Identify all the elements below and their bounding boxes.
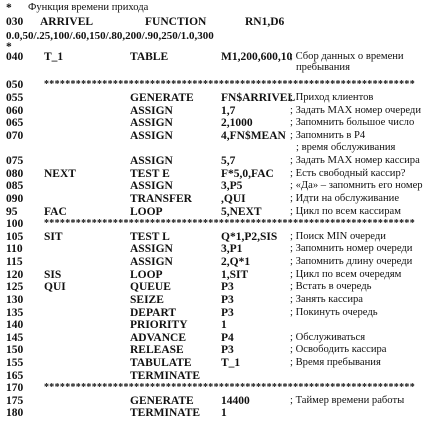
- line-comment: ; Запомнить большое число: [290, 117, 415, 128]
- program-line: [0, 242, 437, 256]
- block-operands: FN$ARRIVEL: [221, 92, 296, 104]
- line-comment: ; Задать MAX номер очереди: [290, 105, 421, 116]
- program-line: [0, 381, 437, 395]
- block-operator: TRANSFER: [130, 193, 192, 205]
- line-number: 070: [6, 130, 24, 142]
- line-comment: ; Сбор данных о времени: [290, 51, 404, 62]
- block-operator: TERMINATE: [130, 407, 201, 419]
- function-points: 0.0,50/.25,100/.60,150/.80,200/.90,250/1.0,300: [6, 30, 214, 42]
- line-comment: ; Таймер времени работы: [290, 395, 405, 406]
- line-comment: ; Поиск MIN очереди: [290, 231, 386, 242]
- function-title-comment: Функция времени прихода: [28, 2, 149, 13]
- line-comment: ; Приход клиентов: [290, 92, 374, 103]
- line-comment: ; Запомнить номер очереди: [290, 243, 413, 254]
- line-comment: ; Запомнить в P4: [290, 130, 366, 141]
- block-operator: RELEASE: [130, 344, 184, 356]
- block-operator: TEST L: [130, 231, 170, 243]
- block-operator: LOOP: [130, 269, 163, 281]
- line-number: 175: [6, 395, 24, 407]
- block-operator: ASSIGN: [130, 256, 173, 268]
- line-number: 140: [6, 319, 24, 331]
- block-operator: LOOP: [130, 206, 163, 218]
- program-line: [0, 154, 437, 168]
- block-operator: ASSIGN: [130, 180, 173, 192]
- line-number: 115: [6, 256, 23, 268]
- block-operands: 2,1000: [221, 117, 253, 129]
- block-operator: ASSIGN: [130, 243, 173, 255]
- block-operator: PRIORITY: [130, 319, 188, 331]
- line-number: 075: [6, 155, 24, 167]
- block-operands: 2,Q*1: [221, 256, 251, 268]
- block-operands: P3: [221, 307, 234, 319]
- block-operator: TERMINATE: [130, 370, 201, 382]
- line-comment: ; Обслуживаться: [290, 332, 366, 343]
- line-comment: ; Задать MAX номер кассира: [290, 155, 420, 166]
- line-comment: ; Идти на обслуживание: [290, 193, 400, 204]
- block-operator: ASSIGN: [130, 155, 173, 167]
- block-operator: DEPART: [130, 307, 177, 319]
- block-operator: ASSIGN: [130, 105, 173, 117]
- block-operator: GENERATE: [130, 395, 194, 407]
- header-line-1: [0, 1, 437, 15]
- block-operands: P3: [221, 344, 234, 356]
- block-operator: TABULATE: [130, 357, 192, 369]
- block-operands: P4: [221, 332, 234, 344]
- block-operands: P3: [221, 294, 234, 306]
- function-definition-line: [0, 15, 437, 29]
- line-comment: ; Освободить кассира: [290, 344, 387, 355]
- line-number: 060: [6, 105, 24, 117]
- program-line: [0, 356, 437, 370]
- line-number: 170: [6, 382, 24, 394]
- line-number: 150: [6, 344, 24, 356]
- line-comment: ; Встать в очередь: [290, 281, 372, 292]
- line-number: 100: [6, 218, 24, 230]
- block-operator: QUEUE: [130, 281, 171, 293]
- block-operands: F*5,0,FAC: [221, 168, 274, 180]
- statement-label: SIS: [44, 269, 62, 281]
- line-number: 145: [6, 332, 24, 344]
- line-number: 055: [6, 92, 24, 104]
- line-number: 95: [6, 206, 18, 218]
- line-number: 155: [6, 357, 24, 369]
- line-comment: ; Запомнить длину очереди: [290, 256, 413, 267]
- line-number: 080: [6, 168, 24, 180]
- program-line: [0, 141, 437, 155]
- line-number: 090: [6, 193, 24, 205]
- block-operands: M1,200,600,10: [221, 51, 293, 63]
- separator-stars: **********************************************************************: [44, 382, 415, 393]
- line-number: 085: [6, 180, 24, 192]
- program-line: [0, 91, 437, 105]
- program-line: [0, 280, 437, 294]
- block-operands: 5,NEXT: [221, 206, 262, 218]
- comment-star: *: [6, 2, 12, 14]
- line-number: 030: [6, 16, 24, 28]
- function-keyword: FUNCTION: [145, 16, 207, 28]
- block-operands: 3,P5: [221, 180, 243, 192]
- line-comment: ; «Да» – запомнить его номер: [290, 180, 423, 191]
- line-number: 050: [6, 79, 24, 91]
- program-line: [0, 318, 437, 332]
- block-operands: 1,7: [221, 105, 236, 117]
- program-line: [0, 255, 437, 269]
- block-operands: 14400: [221, 395, 250, 407]
- comment-star: *: [6, 41, 12, 53]
- statement-label: FAC: [44, 206, 67, 218]
- block-operator: TABLE: [130, 51, 169, 63]
- block-operands: T_1: [221, 357, 241, 369]
- line-comment: ; Цикл по всем кассирам: [290, 206, 401, 217]
- program-line: [0, 343, 437, 357]
- program-line: [0, 293, 437, 307]
- block-operands: 4,FN$MEAN: [221, 130, 286, 142]
- line-number: 105: [6, 231, 24, 243]
- line-comment: ; Покинуть очередь: [290, 307, 378, 318]
- line-number: 120: [6, 269, 24, 281]
- block-operator: GENERATE: [130, 92, 194, 104]
- line-number: 165: [6, 370, 24, 382]
- statement-label: SIT: [44, 231, 63, 243]
- block-operands: P3: [221, 281, 234, 293]
- block-operands: Q*1,P2,SIS: [221, 231, 278, 243]
- program-line: [0, 78, 437, 92]
- statement-label: QUI: [44, 281, 66, 293]
- function-name: ARRIVEL: [40, 16, 94, 28]
- statement-label: NEXT: [44, 168, 76, 180]
- line-number: 135: [6, 307, 24, 319]
- program-line: [0, 217, 437, 231]
- block-operator: SEIZE: [130, 294, 164, 306]
- line-comment: ; Цикл по всем очередям: [290, 269, 402, 280]
- statement-label: T_1: [44, 51, 64, 63]
- line-comment: ; Занять кассира: [290, 294, 364, 305]
- separator-stars: **********************************************************************: [44, 79, 415, 90]
- block-operands: 1: [221, 407, 227, 419]
- line-comment: пребывания: [296, 62, 350, 73]
- line-comment: ; Время пребывания: [290, 357, 381, 368]
- program-line: [0, 179, 437, 193]
- block-operands: 5,7: [221, 155, 236, 167]
- program-line: [0, 116, 437, 130]
- program-line: [0, 406, 437, 420]
- block-operands: 3,P1: [221, 243, 243, 255]
- line-comment: ; Есть свободный кассир?: [290, 168, 406, 179]
- line-number: 110: [6, 243, 23, 255]
- function-arguments: RN1,D6: [245, 16, 285, 28]
- block-operator: ASSIGN: [130, 130, 173, 142]
- line-number: 130: [6, 294, 24, 306]
- block-operator: TEST E: [130, 168, 170, 180]
- block-operator: ASSIGN: [130, 117, 173, 129]
- block-operands: 1: [221, 319, 227, 331]
- line-number: 180: [6, 407, 24, 419]
- line-number: 065: [6, 117, 24, 129]
- line-comment: ; время обслуживания: [296, 142, 396, 153]
- program-line: [0, 192, 437, 206]
- line-number: 125: [6, 281, 24, 293]
- block-operands: 1,SIT: [221, 269, 249, 281]
- separator-stars: **********************************************************************: [44, 218, 415, 229]
- block-operator: ADVANCE: [130, 332, 187, 344]
- program-line: [0, 61, 437, 75]
- block-operands: ,QUI: [221, 193, 246, 205]
- line-number: 040: [6, 51, 24, 63]
